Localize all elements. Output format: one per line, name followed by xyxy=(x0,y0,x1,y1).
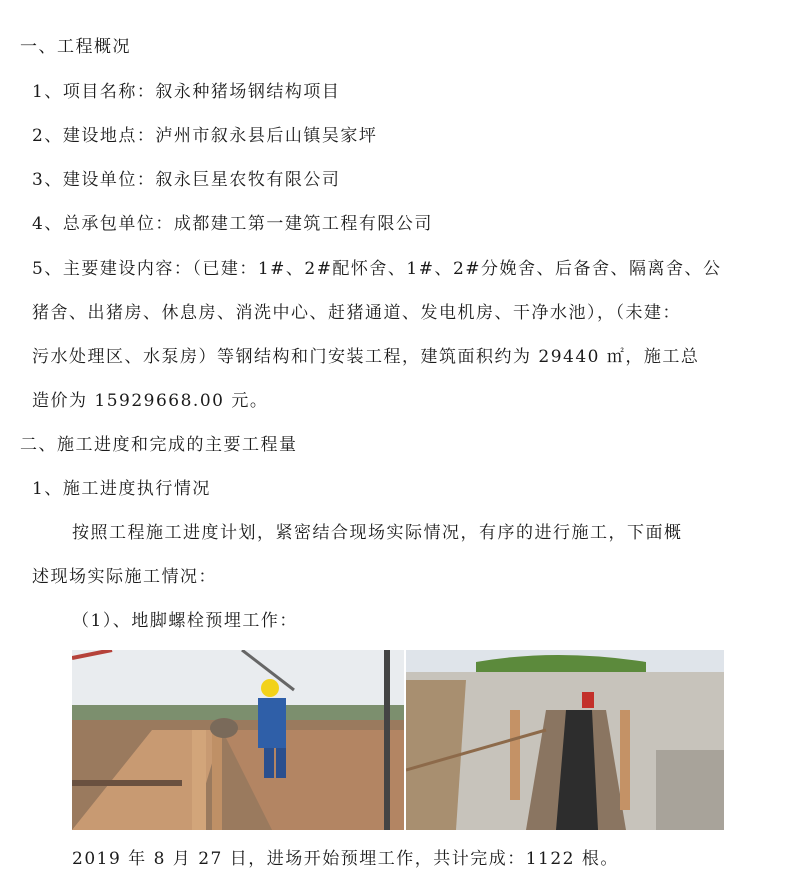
progress-paragraph-line-1: 按照工程施工进度计划，紧密结合现场实际情况，有序的进行施工，下面概 xyxy=(72,523,683,543)
general-contractor: 4、总承包单位：成都建工第一建筑工程有限公司 xyxy=(32,214,433,234)
project-name: 1、项目名称：叙永种猪场钢结构项目 xyxy=(32,82,341,102)
section1-heading: 一、工程概况 xyxy=(20,37,131,57)
main-content-line-1: 5、主要建设内容：（已建：1#、2#配怀舍、1#、2#分娩舍、后备舍、隔离舍、公 xyxy=(32,259,722,279)
anchor-bolt-heading: （1）、地脚螺栓预埋工作： xyxy=(72,611,298,631)
site-photo-trench xyxy=(406,650,724,830)
main-content-line-4: 造价为 15929668.00 元。 xyxy=(32,391,269,411)
photo-caption: 2019 年 8 月 27 日，进场开始预埋工作，共计完成：1122 根。 xyxy=(72,849,619,869)
construction-unit: 3、建设单位：叙永巨星农牧有限公司 xyxy=(32,170,341,190)
progress-paragraph-line-2: 述现场实际施工情况： xyxy=(32,567,217,587)
progress-subheading: 1、施工进度执行情况 xyxy=(32,479,211,499)
site-photo-workers xyxy=(72,650,404,830)
main-content-line-2: 猪舍、出猪房、休息房、消洗中心、赶猪通道、发电机房、干净水池），（未建： xyxy=(32,303,681,323)
main-content-line-3: 污水处理区、水泵房）等钢结构和门安装工程，建筑面积约为 29440 ㎡，施工总 xyxy=(32,347,700,367)
project-location: 2、建设地点：泸州市叙永县后山镇吴家坪 xyxy=(32,126,378,146)
section2-heading: 二、施工进度和完成的主要工程量 xyxy=(20,435,298,455)
